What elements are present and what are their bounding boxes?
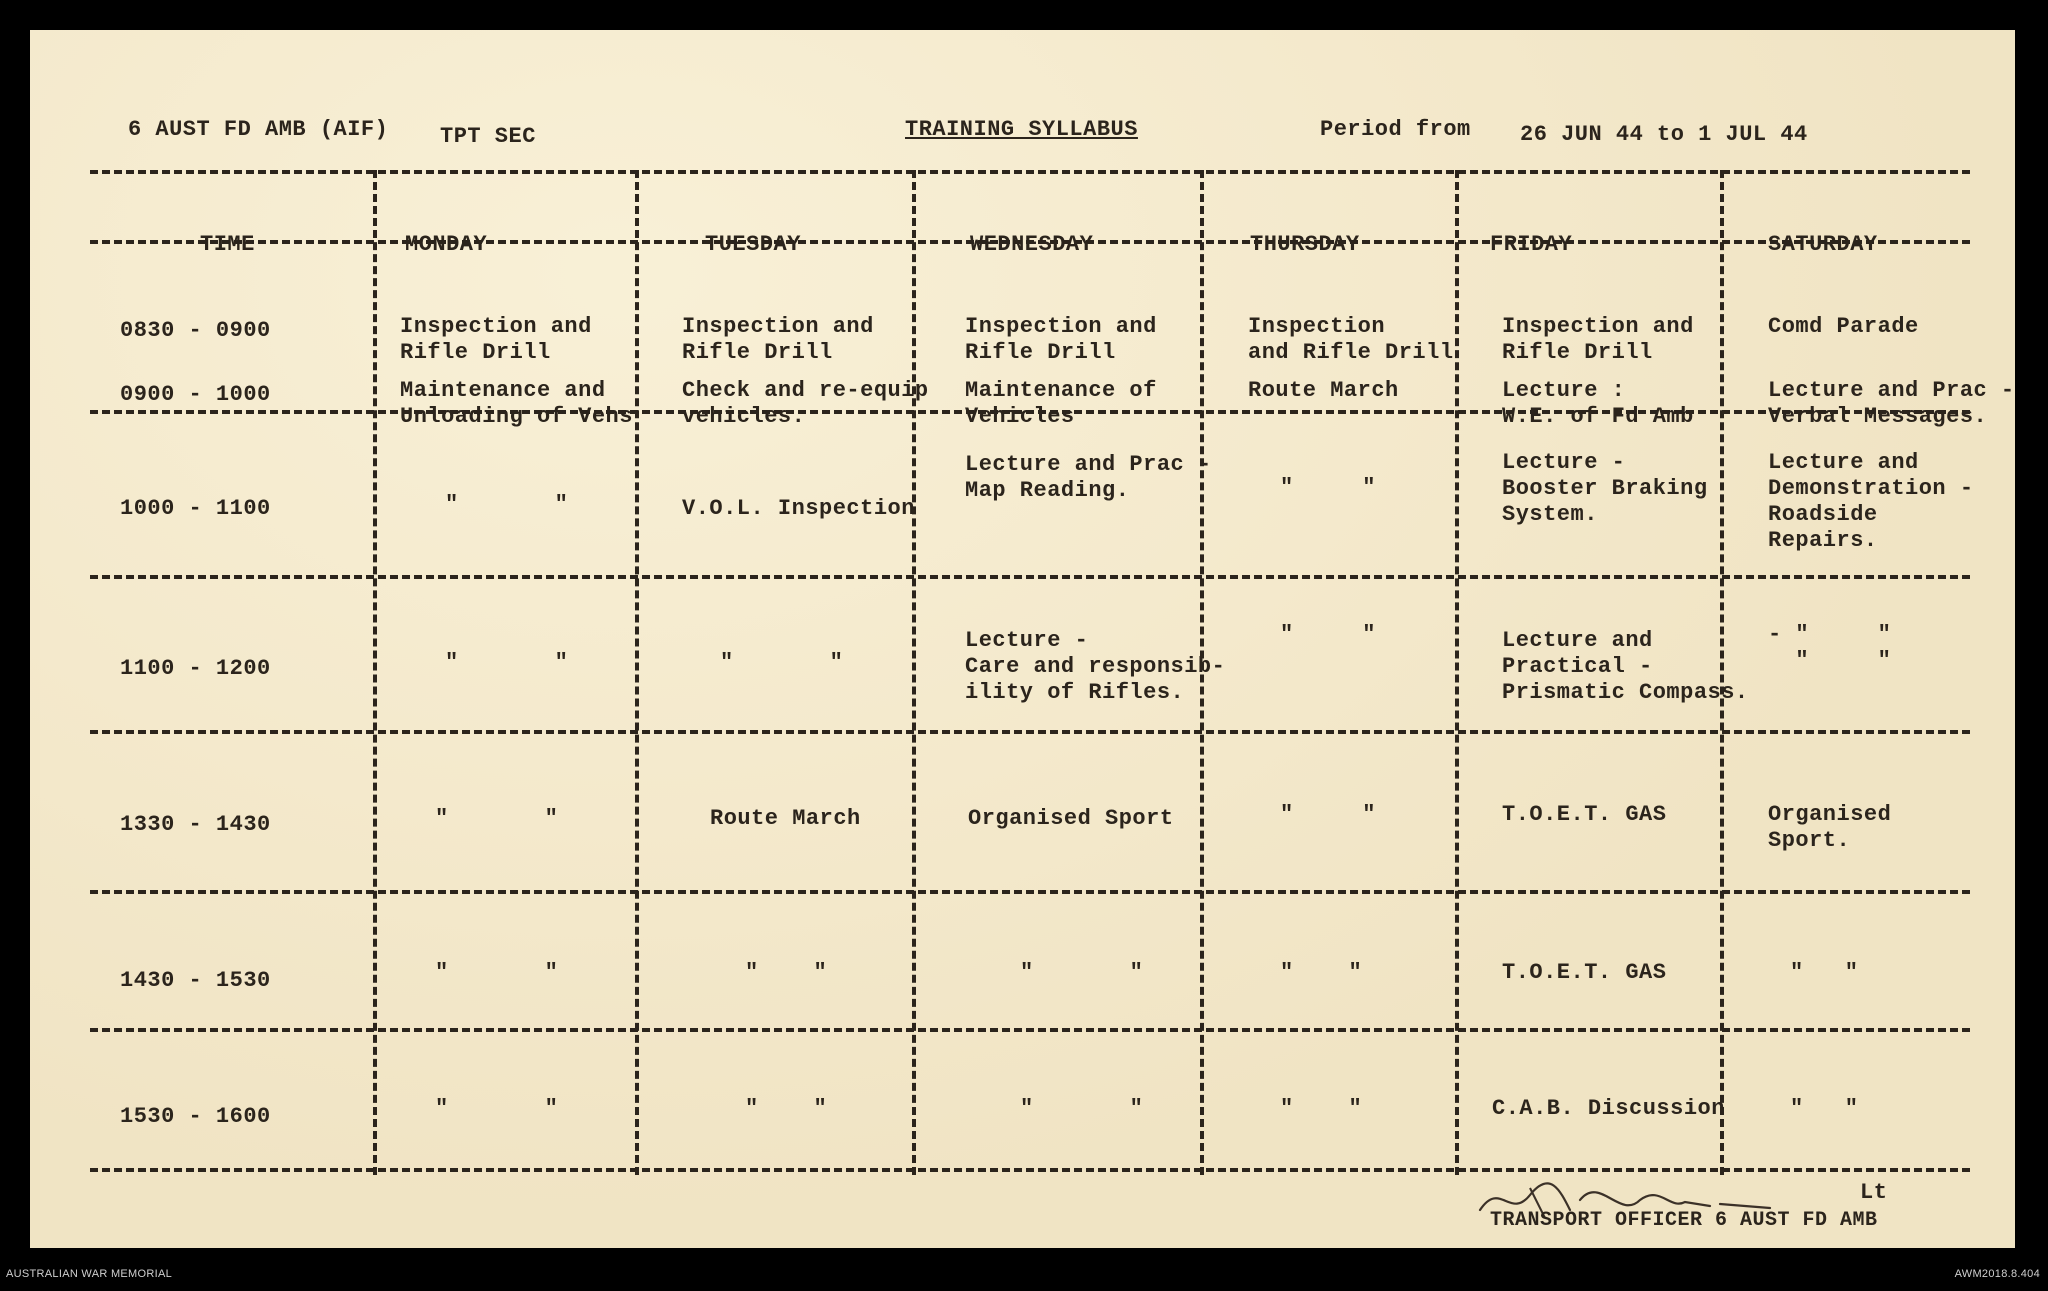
signatory-rank: Lt bbox=[1860, 1180, 1888, 1205]
header-friday: FRIDAY bbox=[1490, 232, 1573, 257]
schedule-cell: " " bbox=[1790, 1096, 1859, 1121]
schedule-cell: " " bbox=[745, 960, 828, 985]
schedule-cell: Route March bbox=[710, 806, 861, 831]
column-rule bbox=[635, 170, 639, 1175]
schedule-cell: " " bbox=[1280, 802, 1376, 827]
time-cell: 1100 - 1200 bbox=[120, 656, 271, 681]
schedule-cell: Lecture : W.E. of Fd Amb bbox=[1502, 378, 1694, 429]
table-rule bbox=[90, 730, 1970, 734]
schedule-cell: Lecture - Care and responsib- ility of Rifles. bbox=[965, 628, 1226, 705]
archive-credit: AUSTRALIAN WAR MEMORIAL bbox=[6, 1268, 173, 1280]
schedule-cell: " " bbox=[435, 1096, 559, 1121]
document-sheet bbox=[30, 30, 2015, 1248]
schedule-cell: Inspection and Rifle Drill bbox=[1502, 314, 1694, 365]
schedule-cell: V.O.L. Inspection bbox=[682, 496, 915, 521]
schedule-cell: " " bbox=[435, 806, 559, 831]
table-rule bbox=[90, 890, 1970, 894]
header-time: TIME bbox=[200, 232, 255, 257]
schedule-cell: Inspection and Rifle Drill bbox=[965, 314, 1157, 365]
column-rule bbox=[912, 170, 916, 1175]
time-cell: 1330 - 1430 bbox=[120, 812, 271, 837]
table-rule bbox=[90, 170, 1970, 174]
schedule-cell: " " bbox=[1280, 622, 1376, 647]
period-label: Period from bbox=[1320, 117, 1471, 142]
header-saturday: SATURDAY bbox=[1768, 232, 1878, 257]
schedule-cell: " " bbox=[435, 960, 559, 985]
column-rule bbox=[1455, 170, 1459, 1175]
schedule-cell: Lecture and Practical - Prismatic Compass. bbox=[1502, 628, 1749, 705]
schedule-cell: T.O.E.T. GAS bbox=[1502, 960, 1667, 985]
archive-reference: AWM2018.8.404 bbox=[1954, 1268, 2040, 1280]
signatory-title: TRANSPORT OFFICER 6 AUST FD AMB bbox=[1490, 1209, 1878, 1232]
schedule-cell: Lecture and Prac - Map Reading. bbox=[965, 452, 1212, 503]
schedule-cell: " " bbox=[1280, 475, 1376, 500]
unit-name: 6 AUST FD AMB (AIF) bbox=[128, 117, 389, 142]
schedule-cell: Check and re-equip vehicles. bbox=[682, 378, 929, 429]
training-syllabus-table bbox=[90, 170, 2015, 1175]
schedule-cell: Comd Parade bbox=[1768, 314, 1919, 339]
schedule-cell: Inspection and Rifle Drill bbox=[400, 314, 592, 365]
time-cell: 1530 - 1600 bbox=[120, 1104, 271, 1129]
schedule-cell: Lecture and Prac - Verbal Messages. bbox=[1768, 378, 2015, 429]
header-thursday: THURSDAY bbox=[1250, 232, 1360, 257]
schedule-cell: - " " " " bbox=[1768, 622, 1892, 673]
header-monday: MONDAY bbox=[405, 232, 488, 257]
schedule-cell: Maintenance and Unloading of Vehs bbox=[400, 378, 633, 429]
schedule-cell: Inspection and Rifle Drill bbox=[682, 314, 874, 365]
time-cell: 0900 - 1000 bbox=[120, 382, 271, 407]
document-title: TRAINING SYLLABUS bbox=[905, 117, 1138, 142]
time-cell: 1430 - 1530 bbox=[120, 968, 271, 993]
schedule-cell: Route March bbox=[1248, 378, 1399, 403]
schedule-cell: " " bbox=[445, 650, 569, 675]
schedule-cell: " " bbox=[1020, 960, 1144, 985]
column-rule bbox=[373, 170, 377, 1175]
schedule-cell: " " bbox=[445, 492, 569, 517]
header-tuesday: TUESDAY bbox=[705, 232, 801, 257]
time-cell: 1000 - 1100 bbox=[120, 496, 271, 521]
schedule-cell: " " bbox=[1790, 960, 1859, 985]
schedule-cell: " " bbox=[1280, 960, 1363, 985]
schedule-cell: Maintenance of Vehicles bbox=[965, 378, 1157, 429]
schedule-cell: " " bbox=[720, 650, 844, 675]
schedule-cell: Organised Sport bbox=[968, 806, 1174, 831]
schedule-cell: T.O.E.T. GAS bbox=[1502, 802, 1667, 827]
table-rule bbox=[90, 575, 1970, 579]
schedule-cell: Organised Sport. bbox=[1768, 802, 1892, 853]
section-name: TPT SEC bbox=[440, 124, 536, 149]
time-cell: 0830 - 0900 bbox=[120, 318, 271, 343]
schedule-cell: " " bbox=[745, 1096, 828, 1121]
schedule-cell: Lecture and Demonstration - Roadside Repairs. bbox=[1768, 450, 1974, 553]
schedule-cell: Lecture - Booster Braking System. bbox=[1502, 450, 1708, 527]
period-value: 26 JUN 44 to 1 JUL 44 bbox=[1520, 122, 1808, 147]
schedule-cell: Inspection and Rifle Drill bbox=[1248, 314, 1454, 365]
schedule-cell: C.A.B. Discussion bbox=[1492, 1096, 1725, 1121]
schedule-cell: " " bbox=[1020, 1096, 1144, 1121]
header-wednesday: WEDNESDAY bbox=[970, 232, 1094, 257]
table-rule bbox=[90, 1028, 1970, 1032]
schedule-cell: " " bbox=[1280, 1096, 1363, 1121]
